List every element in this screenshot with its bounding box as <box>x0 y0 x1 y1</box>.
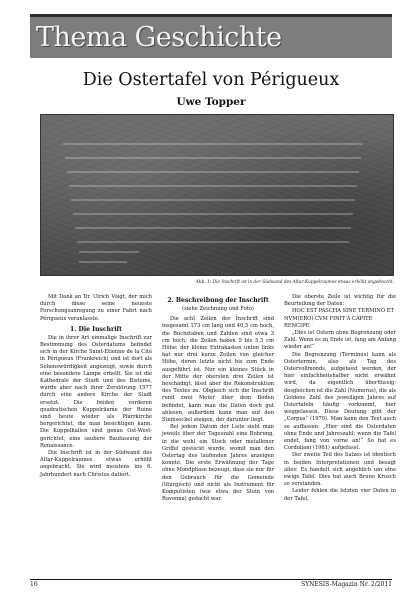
section-title: Thema Geschichte <box>36 22 282 53</box>
section-heading-2: 2. Beschreibung der Inschrift <box>167 297 269 304</box>
inscription-line <box>79 251 139 253</box>
body-paragraph: Die Inschrift ist in der Südwand des Altar-Kuppelraumes etwas erhöht angebracht. Sie wird meistens ins 6. Jahrhundert nach Christus datiert. <box>40 450 152 478</box>
inscription-line <box>73 213 353 215</box>
inscription-photo <box>40 114 394 276</box>
inscription-text: HOC EST PASCHA SINE TERMINO ET NVM(ERO) CVM FINIT A CAPITE RENCIPE <box>284 308 394 329</box>
footer-rule <box>30 579 392 580</box>
inscription-line <box>69 185 357 187</box>
inscription-line <box>71 199 355 201</box>
column-2 <box>162 294 274 503</box>
author-name: Uwe Topper <box>176 96 246 108</box>
inscription-line <box>75 227 351 229</box>
page-number: 16 <box>30 581 38 588</box>
journal-name: SYNESIS-Magazin Nr. 2/2011 <box>301 581 392 588</box>
body-paragraph: Bei jedem Datum der Liste sieht man jeweils über der Tageszahl eine Bohrung, in die wohl ein Stock oder metallener Griffel gesteckt wurde, womit man den Ostertag des laufenden Jahres anzeigen konnte. Die erste Erwähnung der Tage ohne Mondphase bezeugt, dass sie nur für den Gebrauch für die Gemeinde (liturgisch) und nicht als Instrument für Komputisten (wie etwa der Stein von Ravenna) gedacht war. <box>162 424 274 503</box>
inscription-line <box>63 143 363 145</box>
section-subheading: (siehe Zeichnung und Foto) <box>182 306 254 312</box>
inscription-line <box>77 241 349 243</box>
inscription-line <box>79 261 127 263</box>
body-paragraph: Die in ihrer Art einmalige Inschrift zur Bestimmung des Osterdatums befindet sich in der Kirche Saint-Etienne de la Cité in Périgueux (Frankreich) und ist dort als Sehenswürdigkeit angezeigt, sowie durch eine besondere Lampe erhellt. Sie ist die Kathedrale der Stadt und des Bistums, wurde aber nach ihrer Zerstörung 1577 durch eine andere Kirche der Stadt ersetzt. Die beiden vorderen quadratischen Kuppelräume der Ruine sind heute wieder als Pfarrkirche hergerichtet, die man besichtigen kann. Die Kuppelhallen sind genau Ost-West-gerichtet, eine saubere Baufassung der Renaissance. <box>40 334 152 449</box>
article-title: Die Ostertafel von Périgueux <box>82 70 340 90</box>
column-3 <box>284 294 396 503</box>
inscription-line <box>67 171 359 173</box>
photo-caption: Abb. 1: Die Inschrift ist in der Südwand des Altar-Kuppelraumes etwas erhöht angebracht. <box>195 280 394 285</box>
section-heading-1: 1. Die Inschrift <box>70 325 122 333</box>
intro-paragraph: Mit Dank an Dr. Ulrich Voigt, der mich durch diese seine neueste Forschungsanregung zu einer Fahrt nach Périgueux veranlasste. <box>40 294 152 322</box>
section-header <box>30 14 392 58</box>
body-paragraph: Die Begrenzung (Terminus) kann als Ostertermin, also als Tag des Ostervollmonds, aufgefasst werden, der hier einfachheitshalber nicht erwähnt wird, da eigentlich überflüssig; desgleichen ist die Zahl (Numerus), die als Goldene Zahl des jeweiligen Jahres auf Ostertafeln häufig vorkommt, hier weggelassen. Diese Deutung gibt der „Corpus“ (1979). Man kann den Text auch so auffassen: „Hier sind die Osterdaten ohne Ende und Jahreszahl; wenn die Tafel endet, fang von vorne an!“ So hat es Cordoliani (1961) aufgefasst. <box>284 351 396 452</box>
column-1 <box>40 294 152 479</box>
body-paragraph: Der zweite Teil des Satzes ist identisch in beiden Interpretationen und besagt alles: Es handelt sich angeblich um eine ewige Tafel. Dies hat auch Bruno Krusch so verstanden. <box>284 452 396 488</box>
body-paragraph: Die acht Zeilen der Inschrift sind insgesamt 173 cm lang und 40,5 cm hoch, die Buchstaben und Zahlen sind etwa 3 cm hoch, die Zeilen haben 5 bis 5,5 cm Höhe; der kleine Extrakasten unten links hat nur drei kurze Zeilen von gleicher Höhe, deren letzte nicht bis zum Ende ausgeführt ist. Nur ein kleines Stück in der Mitte der obersten drei Zeilen ist beschädigt, lässt aber die Rekonstruktion des Textes zu. Obgleich sich die Inschrift rund zwei Meter über dem Boden befindet, kann man die Daten doch gut ablesen, außerdem kann man auf den Steinsockel steigen, der darunter liegt. <box>162 316 274 424</box>
body-paragraph: Leider fehlen die letzten vier Daten in der Tafel. <box>284 488 396 502</box>
body-paragraph: Die oberste Zeile ist wichtig für die Beurteilung der Daten: <box>284 294 396 308</box>
body-paragraph: „Dies ist Ostern ohne Begrenzung oder Zahl. Wenn es zu Ende ist, fang am Anfang wieder an!“ <box>284 330 397 351</box>
inscription-line <box>65 157 361 159</box>
